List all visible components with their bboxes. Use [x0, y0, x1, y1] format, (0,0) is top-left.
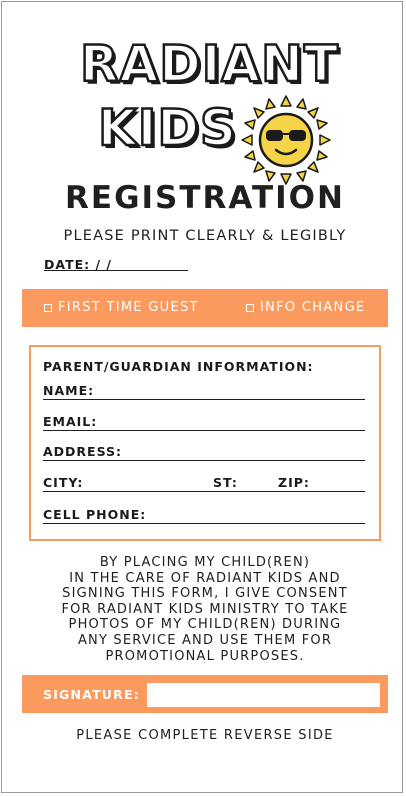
signature-field[interactable]: [147, 683, 380, 707]
city-label: CITY:: [43, 475, 84, 490]
consent-line: FOR RADIANT KIDS MINISTRY TO TAKE: [61, 601, 349, 617]
consent-line: PHOTOS OF MY CHILD(REN) DURING: [68, 617, 342, 633]
address-field[interactable]: [43, 444, 365, 461]
consent-line: IN THE CARE OF RADIANT KIDS AND: [69, 570, 341, 586]
consent-statement: [42, 555, 368, 664]
cell-phone-field[interactable]: [43, 507, 365, 524]
date-field[interactable]: [44, 270, 188, 271]
email-label: EMAIL:: [43, 414, 98, 429]
print-instructions: PLEASE PRINT CLEARLY & LEGIBLY: [63, 228, 347, 244]
consent-line: SIGNING THIS FORM, I GIVE CONSENT: [62, 586, 348, 602]
cell-phone-label: CELL PHONE:: [43, 507, 147, 522]
reverse-side-note: PLEASE COMPLETE REVERSE SIDE: [76, 728, 334, 743]
consent-line: ANY SERVICE AND USE THEM FOR: [77, 632, 333, 648]
consent-line: PROMOTIONAL PURPOSES.: [105, 648, 305, 664]
date-label: DATE: / /: [44, 257, 112, 272]
signature-bar: [22, 675, 388, 713]
page-title: REGISTRATION: [65, 180, 345, 216]
consent-line: BY PLACING MY CHILD(REN): [99, 555, 311, 570]
logo-kids-text: KIDS: [98, 99, 237, 157]
first-time-guest-label: FIRST TIME GUEST: [58, 300, 199, 315]
info-change-option[interactable]: [246, 300, 365, 315]
signature-label: SIGNATURE:: [43, 687, 140, 702]
checkbox-icon[interactable]: [246, 304, 254, 312]
info-change-label: INFO CHANGE: [260, 300, 366, 315]
email-field[interactable]: [43, 414, 365, 431]
city-state-zip-field[interactable]: [43, 475, 365, 492]
zip-label: ZIP:: [278, 475, 310, 490]
checkbox-icon[interactable]: [44, 304, 52, 312]
name-field[interactable]: [43, 383, 365, 400]
name-label: NAME:: [43, 383, 95, 398]
first-time-guest-option[interactable]: [44, 300, 199, 315]
logo-radiant-text: RADIANT: [80, 35, 339, 93]
guardian-heading: PARENT/GUARDIAN INFORMATION:: [43, 359, 314, 374]
visit-type-bar: [22, 289, 388, 327]
state-label: ST:: [213, 475, 238, 490]
sun-with-sunglasses-icon: [240, 94, 332, 186]
registration-card: [1, 1, 403, 793]
guardian-info-section: [29, 345, 381, 541]
address-label: ADDRESS:: [43, 444, 123, 459]
